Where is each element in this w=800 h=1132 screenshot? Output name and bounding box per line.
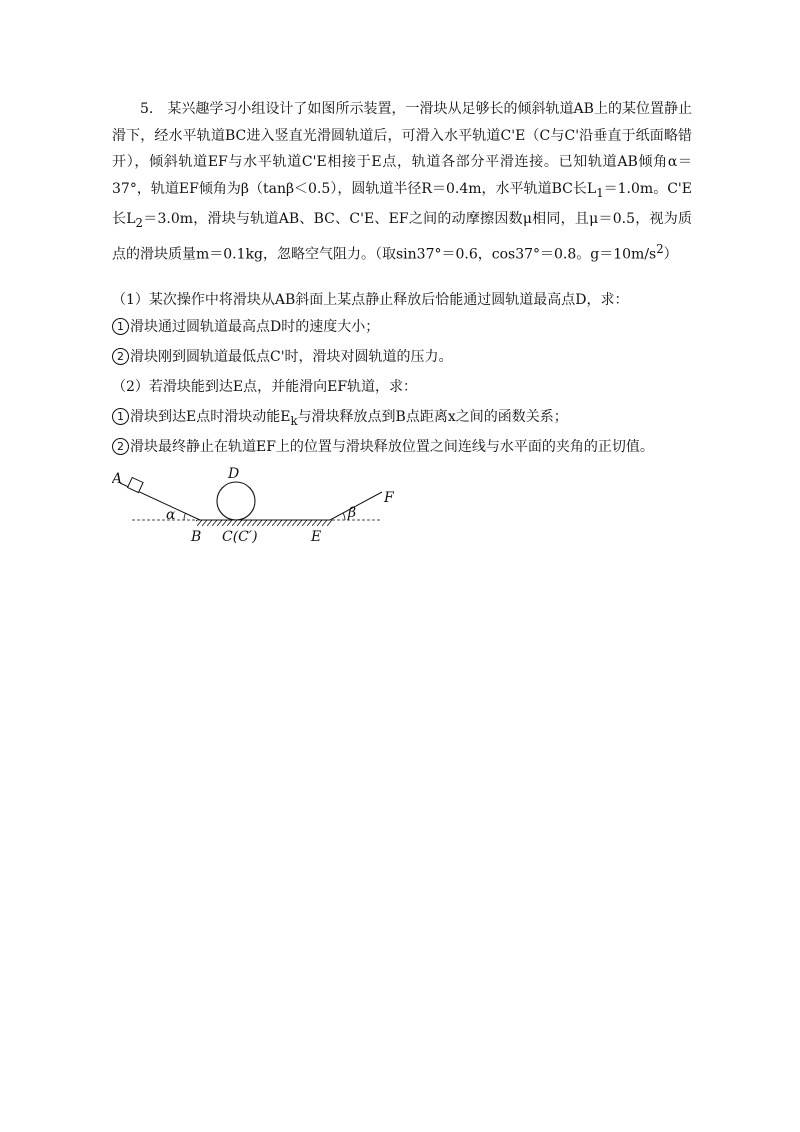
g-superscript: 2	[656, 242, 664, 257]
part2-question-1: 1 滑块到达E点时滑块动能$E_k$与滑块释放点到B点距离x之间的函数关系；	[112, 406, 712, 432]
part1-heading: （1）某次操作中将滑块从AB斜面上某点静止释放后恰能通过圆轨道最高点D，求：	[112, 292, 629, 308]
part1-question-1: 1 滑块通过圆轨道最高点D时的速度大小；	[112, 316, 712, 338]
l2-subscript: 2	[135, 215, 143, 230]
label-e: E	[311, 529, 322, 545]
intro-text-d: ）	[663, 246, 678, 263]
beta-arc	[343, 513, 345, 520]
part1-question-2: 2 滑块刚到圆轨道最低点C'时，滑块对圆轨道的压力。	[112, 346, 712, 368]
part2-heading: （2）若滑块能到达E点，并能滑向EF轨道，求：	[112, 379, 418, 395]
ground-hatch	[196, 520, 332, 526]
intro-text-b: ＝1.0m。C'E长L	[112, 180, 692, 227]
track-diagram	[112, 466, 412, 551]
circled-number: 2	[112, 438, 129, 455]
label-c: C(C′)	[222, 529, 258, 545]
circular-loop	[217, 482, 255, 520]
intro-text: 5. 某兴趣学习小组设计了如图所示装置，一滑块从足够长的倾斜轨道AB上的某位置静止滑下，经水平轨道BC进入竖直光滑圆轨道后，可滑入水平轨道C'E（C与C'沿垂直于纸面略错开），倾斜轨道EF与水平轨道C'E相接于E点，轨道各部分平滑连接。已知轨道AB倾角α＝37°，轨道EF倾角为β（tanβ＜0.5），圆轨道半径R＝0.4m，水平轨道BC长L	[112, 101, 692, 197]
circled-number: 2	[112, 348, 129, 365]
label-d: D	[228, 466, 240, 482]
label-alpha: α	[166, 507, 176, 523]
label-a: A	[112, 471, 123, 487]
label-beta: β	[348, 505, 357, 521]
circled-number: 1	[112, 408, 129, 425]
intro-text-c: ＝3.0m，滑块与轨道AB、BC、C'E、EF之间的动摩擦因数μ相同，且μ＝0.5，视为质点的滑块质量m＝0.1kg，忽略空气阻力。（取sin37°＝0.6，cos37°＝0.8。g＝10m/s	[112, 210, 692, 263]
part2-question-2: 2 滑块最终静止在轨道EF上的位置与滑块释放位置之间连线与水平面的夹角的正切值。	[112, 436, 712, 458]
label-f: F	[384, 490, 394, 506]
slider-block	[128, 477, 144, 492]
problem-intro	[112, 96, 692, 268]
alpha-arc	[184, 513, 186, 520]
l1-subscript: 1	[596, 185, 604, 200]
circled-number: 1	[112, 318, 129, 335]
label-b: B	[191, 529, 202, 545]
